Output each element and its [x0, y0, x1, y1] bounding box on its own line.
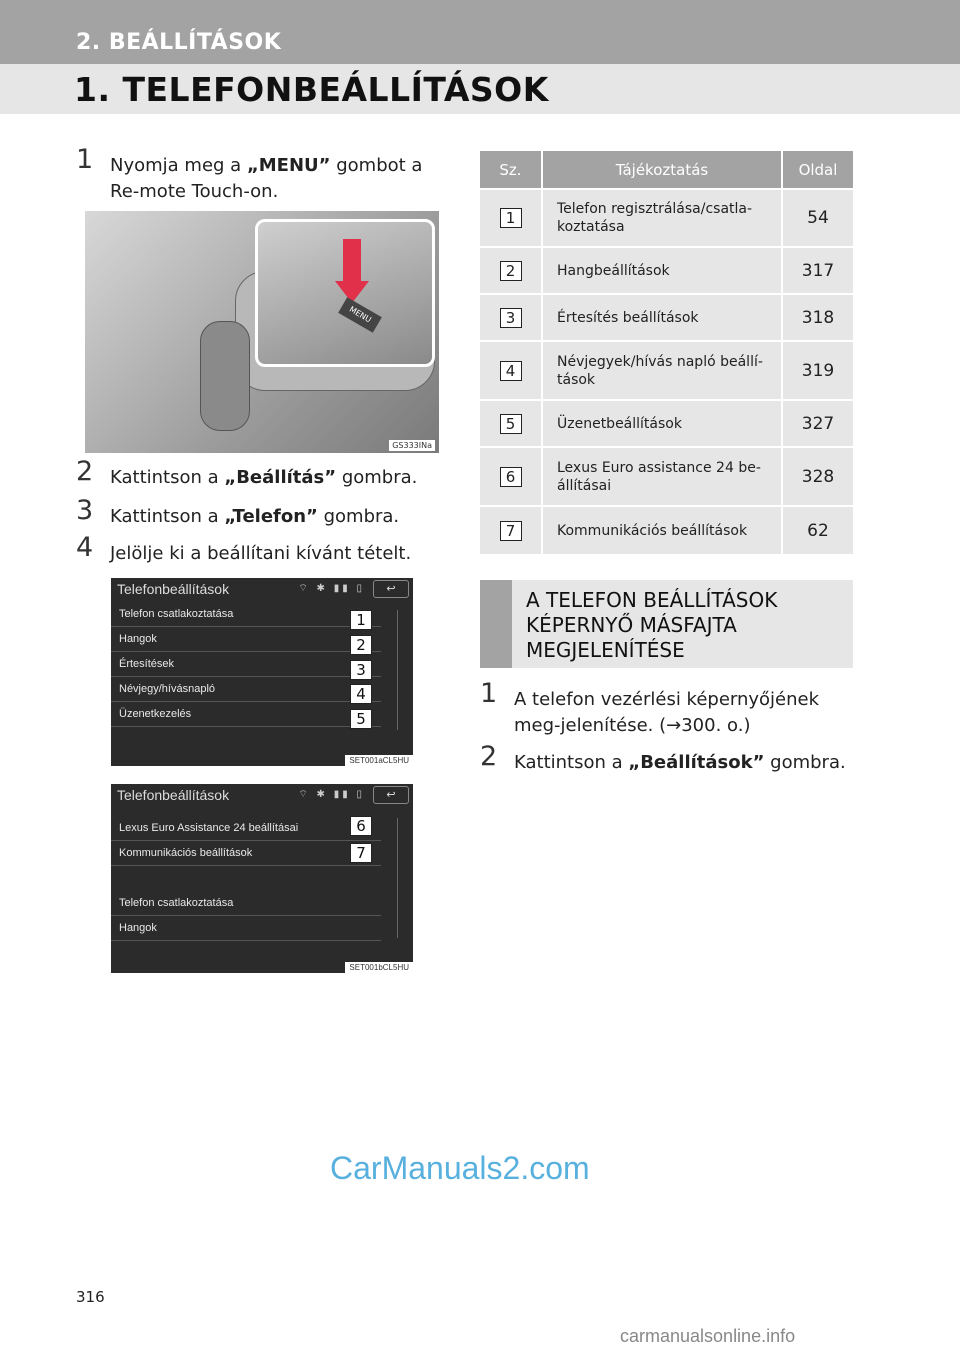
- step-number: 4: [76, 532, 94, 563]
- right-step-1: [480, 678, 855, 739]
- step-text-end: gombra.: [317, 506, 400, 527]
- step-text: Kattintson a: [110, 467, 225, 488]
- step-text: Jelölje ki a beállítani kívánt tételt.: [110, 543, 412, 564]
- back-icon[interactable]: ↩: [373, 580, 409, 598]
- row-page: 328: [782, 447, 853, 506]
- row-number: 5: [500, 414, 522, 434]
- step-1: [76, 144, 448, 205]
- callout-1: 1: [350, 610, 372, 630]
- step-bold: „Telefon”: [224, 506, 318, 527]
- step-text: Kattintson a: [110, 506, 225, 527]
- table-row: [480, 189, 853, 247]
- step-2: [76, 456, 448, 491]
- status-icons: ⌔ ✱ ▮▮ ▯: [298, 583, 365, 594]
- table-row: [480, 294, 853, 341]
- step-text-end: gombot a Re-mote Touch-on.: [110, 155, 423, 202]
- section-title: 2. BEÁLLÍTÁSOK: [76, 30, 282, 55]
- row-page: 319: [782, 341, 853, 400]
- callout-4: 4: [350, 684, 372, 704]
- menu-row-spacer: [111, 866, 381, 891]
- row-info: Névjegyek/hívás napló beállí-tások: [542, 341, 782, 400]
- step-4: [76, 532, 448, 567]
- footer-watermark: carmanualsonline.info: [620, 1326, 796, 1346]
- menu-row-phone-connect[interactable]: Telefon csatlakoztatása: [111, 891, 381, 916]
- scrollbar[interactable]: [397, 610, 407, 730]
- row-page: 327: [782, 400, 853, 447]
- page-number: 316: [76, 1288, 105, 1306]
- screen-header: [111, 578, 413, 602]
- console-photo: [85, 211, 439, 453]
- row-page: 317: [782, 247, 853, 294]
- image-code: GS333INa: [389, 440, 435, 451]
- menu-row-phone-connect[interactable]: Telefon csatlakoztatása: [111, 602, 381, 627]
- menu-row-notifications[interactable]: Értesítések: [111, 652, 381, 677]
- step-number: 3: [76, 495, 94, 526]
- row-info: Üzenetbeállítások: [542, 400, 782, 447]
- menu-button-label: MENU: [338, 297, 382, 333]
- step-bold: „MENU”: [246, 155, 331, 176]
- callout-7: 7: [350, 843, 372, 863]
- row-info: Hangbeállítások: [542, 247, 782, 294]
- settings-table: [480, 151, 853, 554]
- menu-row-messaging[interactable]: Üzenetkezelés: [111, 702, 381, 727]
- row-page: 318: [782, 294, 853, 341]
- row-info: Értesítés beállítások: [542, 294, 782, 341]
- step-bold: „Beállítás”: [224, 467, 337, 488]
- image-code: SET001aCL5HU: [345, 755, 413, 766]
- row-info: Lexus Euro assistance 24 be-állításai: [542, 447, 782, 506]
- step-number: 2: [480, 741, 498, 772]
- col-header-number: Sz.: [480, 151, 542, 189]
- row-info: Telefon regisztrálása/csatla-koztatása: [542, 189, 782, 247]
- callout-3: 3: [350, 660, 372, 680]
- callout-2: 2: [350, 635, 372, 655]
- row-number: 2: [500, 261, 522, 281]
- col-header-page: Oldal: [782, 151, 853, 189]
- image-code: SET001bCL5HU: [345, 962, 413, 973]
- page-title-bar: [0, 64, 960, 114]
- row-page: 54: [782, 189, 853, 247]
- subsection-title: A TELEFON BEÁLLÍTÁSOK KÉPERNYŐ MÁSFAJTA MEGJELENÍTÉSE: [526, 588, 778, 662]
- phone-settings-screen-2: [111, 784, 413, 973]
- step-number: 1: [480, 678, 498, 709]
- row-number: 3: [500, 308, 522, 328]
- scrollbar[interactable]: [397, 818, 407, 938]
- table-row: [480, 341, 853, 400]
- menu-row-sounds[interactable]: Hangok: [111, 627, 381, 652]
- menu-row-communication[interactable]: Kommunikációs beállítások: [111, 841, 381, 866]
- watermark: CarManuals2.com: [330, 1150, 590, 1186]
- row-page: 62: [782, 506, 853, 554]
- table-row: [480, 400, 853, 447]
- step-text: Nyomja meg a: [110, 155, 247, 176]
- table-row: [480, 247, 853, 294]
- status-icons: ⌔ ✱ ▮▮ ▯: [298, 789, 365, 800]
- arrow-icon: [343, 239, 361, 283]
- step-text: A telefon vezérlési képernyőjének meg-jelenítése. (→300. o.): [514, 689, 820, 736]
- subsection-bar: [480, 580, 512, 668]
- menu-row-contacts[interactable]: Névjegy/hívásnapló: [111, 677, 381, 702]
- step-text: Kattintson a: [514, 752, 629, 773]
- callout-6: 6: [350, 816, 372, 836]
- step-3: [76, 495, 448, 530]
- step-bold: „Beállítások”: [628, 752, 765, 773]
- callout-5: 5: [350, 709, 372, 729]
- row-number: 4: [500, 361, 522, 381]
- gear-stick: [200, 321, 250, 431]
- table-row: [480, 506, 853, 554]
- page-title: 1. TELEFONBEÁLLÍTÁSOK: [74, 70, 549, 109]
- subsection-header: [480, 580, 853, 668]
- row-info: Kommunikációs beállítások: [542, 506, 782, 554]
- step-text-end: gombra.: [764, 752, 846, 773]
- section-header-bar: [0, 0, 960, 64]
- row-number: 7: [500, 521, 522, 541]
- step-number: 1: [76, 144, 94, 175]
- col-header-info: Tájékoztatás: [542, 151, 782, 189]
- step-text-end: gombra.: [336, 467, 418, 488]
- screen-header: [111, 784, 413, 808]
- menu-row-sounds[interactable]: Hangok: [111, 916, 381, 941]
- row-number: 6: [500, 467, 522, 487]
- menu-row-euro-assistance[interactable]: Lexus Euro Assistance 24 beállításai: [111, 816, 381, 841]
- row-number: 1: [500, 208, 522, 228]
- step-number: 2: [76, 456, 94, 487]
- back-icon[interactable]: ↩: [373, 786, 409, 804]
- table-row: [480, 447, 853, 506]
- right-step-2: [480, 741, 855, 776]
- screen-title: Telefonbeállítások: [117, 787, 230, 803]
- screen-title: Telefonbeállítások: [117, 581, 230, 597]
